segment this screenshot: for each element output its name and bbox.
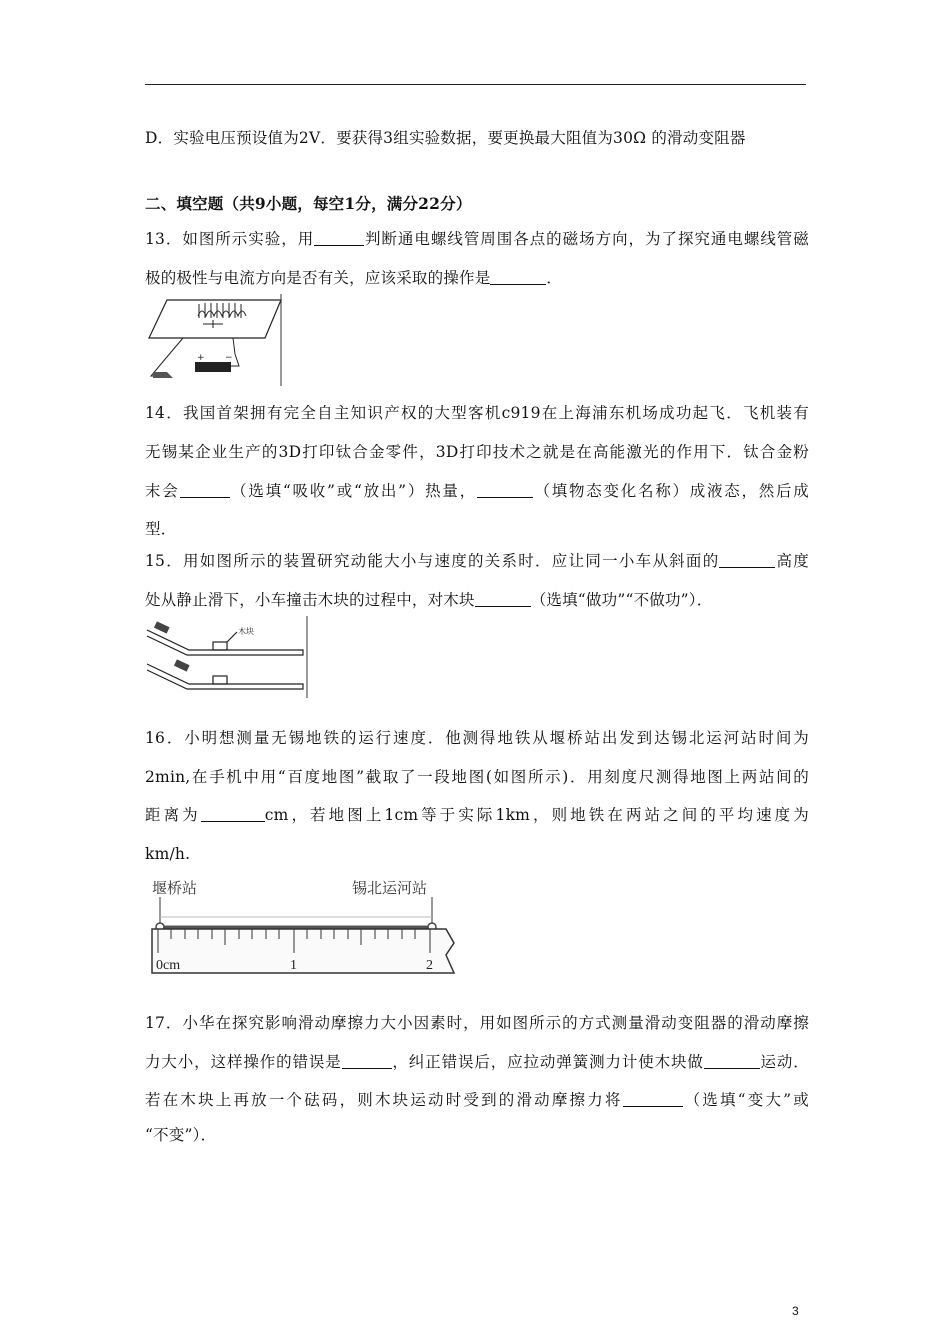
q15-text: 15．用如图所示的装置研究动能大小与速度的关系时．应让同一小车从斜面的 [145, 552, 720, 570]
answer-blank[interactable] [623, 1092, 683, 1107]
map-ruler-figure [146, 873, 464, 985]
q15-text: 高度 [775, 552, 810, 570]
answer-blank[interactable] [477, 483, 533, 498]
q16-line-2: 2min,在手机中用“百度地图”截取了一段地图(如图所示)．用刻度尺测得地图上两站间的 [145, 768, 809, 786]
q15-line-2 [145, 590, 809, 610]
q14-text: （填物态变化名称）成液态，然后成 [532, 482, 809, 500]
station-left: 堰桥站 [152, 879, 198, 897]
q17-line-2 [145, 1052, 809, 1072]
option-d: D．实验电压预设值为2V．要获得3组实验数据，要更换最大阻值为30Ω 的滑动变阻器 [145, 129, 746, 147]
q16-line-3 [145, 805, 809, 825]
q15-text: 处从静止滑下，小车撞击木块的过程中，对木块 [145, 591, 475, 609]
q17-text: 运动． [759, 1053, 810, 1071]
q17-text: 力大小，这样操作的错误是 [145, 1053, 342, 1071]
answer-blank[interactable] [490, 270, 546, 285]
ruler-label-0: 0cm [156, 958, 181, 973]
q17-line-3 [145, 1090, 809, 1110]
answer-blank[interactable] [719, 553, 775, 568]
q14-text: 末会 [145, 482, 180, 500]
q17-line-4: “不变”）． [145, 1126, 217, 1144]
q17-text: 若在木块上再放一个砝码，则木块运动时受到的滑动摩擦力将 [145, 1091, 623, 1109]
q16-line-1: 16．小明想测量无锡地铁的运行速度．他测得地铁从堰桥站出发到达锡北运河站时间为 [145, 729, 809, 747]
q16-text: cm，若地图上1cm等于实际1km，则地铁在两站之间的平均速度为 [264, 806, 809, 824]
header-rule [145, 84, 806, 85]
ramp-figure [145, 616, 311, 698]
q14-line-4: 型． [145, 520, 177, 538]
answer-blank[interactable] [475, 592, 531, 607]
q17-line-1: 17．小华在探究影响滑动摩擦力大小因素时，用如图所示的方式测量滑动变阻器的滑动摩擦 [145, 1014, 809, 1032]
ruler-label-1: 1 [290, 958, 297, 973]
q15-line-1 [145, 551, 809, 571]
q14-line-1: 14．我国首架拥有完全自主知识产权的大型客机c919在上海浦东机场成功起飞．飞机装有 [145, 404, 809, 422]
answer-blank[interactable] [201, 807, 265, 822]
q14-text: （选填“吸收”或“放出”）热量， [229, 482, 477, 500]
block-label: 木块 [238, 627, 254, 636]
q16-text: 距离为 [145, 806, 201, 824]
q13-text: ． [546, 269, 563, 287]
q13-text: 判断通电螺线管周围各点的磁场方向，为了探究通电螺线管磁 [364, 230, 809, 248]
q17-text: ，纠正错误后，应拉动弹簧测力计使木块做 [391, 1053, 704, 1071]
ruler-label-2: 2 [426, 958, 433, 973]
answer-blank[interactable] [704, 1054, 760, 1069]
q17-text: （选填“变大”或 [682, 1091, 809, 1109]
solenoid-figure [143, 294, 285, 386]
q16-line-4: km/h. [145, 845, 191, 863]
q14-line-3 [145, 481, 809, 501]
q14-line-2: 无锡某企业生产的3D打印钛合金零件，3D打印技术之就是在高能激光的作用下．钛合金粉 [145, 443, 809, 461]
answer-blank[interactable] [180, 483, 230, 498]
svg-text:−: − [225, 353, 233, 363]
svg-text:+: + [197, 353, 205, 363]
answer-blank[interactable] [342, 1054, 392, 1069]
section-title: 二、填空题（共9小题，每空1分，满分22分） [145, 194, 472, 213]
page-number: 3 [792, 1304, 799, 1318]
q15-text: （选填“做功”“不做功”）． [530, 591, 713, 609]
answer-blank[interactable] [314, 231, 364, 246]
q13-text: 13．如图所示实验，用 [145, 230, 315, 248]
q13-line-2 [145, 268, 809, 288]
station-right: 锡北运河站 [352, 879, 428, 897]
q13-text: 极的极性与电流方向是否有关，应该采取的操作是 [145, 269, 491, 287]
q13-line-1 [145, 229, 809, 249]
